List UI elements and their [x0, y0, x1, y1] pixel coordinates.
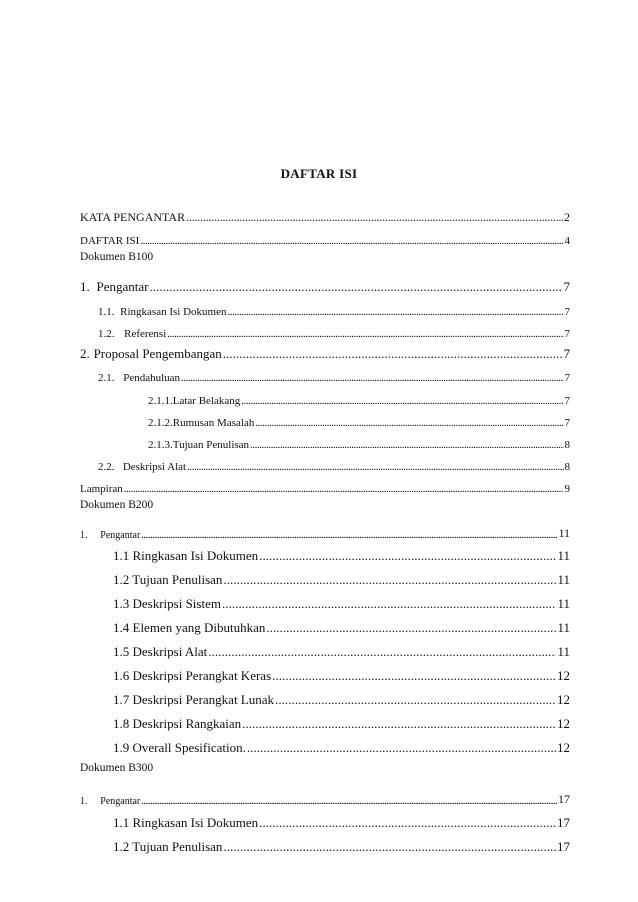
toc-entry[interactable] [148, 429, 570, 451]
toc-entry-label: 1.9 Overall Spesification. [113, 740, 246, 755]
toc-entry[interactable] [98, 362, 570, 384]
toc-entry[interactable] [80, 203, 570, 225]
toc-entry-page: 11 [558, 526, 570, 540]
toc-entry[interactable] [148, 385, 570, 407]
toc-entry[interactable] [80, 340, 570, 362]
toc-entry[interactable] [113, 638, 570, 660]
toc-entry-label: 1.3 Deskripsi Sistem [113, 596, 221, 611]
toc-leader [223, 346, 563, 362]
toc-entry[interactable] [80, 273, 570, 295]
toc-entry-label: 2.1.3.Tujuan Penulisan [148, 439, 250, 451]
toc-entry-page: 8 [564, 439, 570, 451]
toc-entry-number: 2.2. [98, 461, 115, 473]
toc-entry-number: 1. [80, 279, 90, 294]
toc-entry-label: Proposal Pengembangan [93, 346, 222, 361]
toc-entry-page: 7 [564, 395, 570, 407]
toc-entry[interactable] [80, 225, 570, 247]
toc-leader [140, 235, 563, 247]
toc-entry-page: 7 [564, 328, 570, 340]
toc-leader [250, 439, 563, 451]
toc-entry-number: 1. [80, 530, 88, 541]
toc-entry-label: 2.1.1.Latar Belakang [148, 395, 241, 407]
toc-entry-label: Deskripsi Alat [122, 461, 187, 473]
toc-leader [242, 716, 556, 732]
toc-leader [223, 839, 556, 855]
toc-entry-page: 11 [557, 644, 570, 659]
toc-entry-page: 12 [557, 668, 570, 683]
toc-entry-number: 1.2. [98, 328, 115, 340]
toc-leader [181, 372, 563, 384]
toc-leader [272, 668, 556, 684]
toc-leader [255, 417, 563, 429]
toc-entry[interactable] [113, 662, 570, 684]
toc-entry[interactable] [80, 785, 570, 807]
toc-entry-page: 4 [564, 235, 570, 247]
toc-entry-page: 11 [557, 572, 570, 587]
page-title: DAFTAR ISI [280, 166, 358, 181]
toc-leader [259, 815, 556, 831]
toc-entry-number: 2. [80, 346, 90, 361]
toc-entry[interactable] [80, 519, 570, 541]
toc-leader [275, 692, 556, 708]
toc-entry[interactable] [98, 451, 570, 473]
toc-entry[interactable] [80, 473, 570, 495]
toc-entry-label: KATA PENGANTAR [80, 210, 186, 224]
toc-leader [208, 644, 556, 660]
toc-entry[interactable] [113, 542, 570, 564]
toc-leader [124, 483, 564, 495]
toc-entry-label: Pendahuluan [123, 372, 181, 384]
toc-entry-page: 7 [564, 372, 570, 384]
toc-entry[interactable] [113, 566, 570, 588]
toc-entry-page: 12 [557, 716, 570, 731]
toc-entry[interactable] [113, 590, 570, 612]
toc-entry-page: 2 [564, 210, 570, 224]
toc-entry-page: 17 [557, 815, 570, 830]
toc-entry-page: 7 [564, 306, 570, 318]
toc-entry-page: 17 [558, 792, 570, 806]
toc-entry-page: 12 [557, 692, 570, 707]
toc-entry-label: 1.8 Deskripsi Rangkaian [113, 716, 242, 731]
toc-entry[interactable] [148, 407, 570, 429]
toc-leader [167, 328, 563, 340]
toc-leader [241, 395, 563, 407]
section-heading-b300: Dokumen B300 [80, 762, 154, 774]
toc-entry-label: Pengantar [100, 796, 141, 807]
toc-entry-label: DAFTAR ISI [80, 235, 140, 247]
toc-entry[interactable] [113, 809, 570, 831]
toc-entry-label: 1.2 Tujuan Penulisan [113, 572, 223, 587]
toc-entry[interactable] [113, 734, 570, 756]
toc-entry-label: 1.5 Deskripsi Alat [113, 644, 208, 659]
toc-entry-label: Lampiran [80, 483, 123, 495]
section-heading-b100: Dokumen B100 [80, 251, 154, 263]
toc-entry-page: 7 [563, 346, 570, 361]
toc-leader [223, 572, 556, 588]
toc-entry-page: 11 [557, 596, 570, 611]
toc-entry[interactable] [113, 710, 570, 732]
toc-entry-page: 12 [557, 740, 570, 755]
toc-entry-label: 1.2 Tujuan Penulisan [113, 839, 223, 854]
section-heading-b200: Dokumen B200 [80, 499, 154, 511]
toc-entry-number: 1.1. [98, 306, 115, 318]
toc-entry-label: Pengantar [100, 530, 141, 541]
toc-leader [149, 279, 562, 295]
toc-leader [186, 210, 563, 225]
toc-entry-label: 1.4 Elemen yang Dibutuhkan [113, 620, 266, 635]
toc-entry[interactable] [98, 296, 570, 318]
toc-leader [141, 530, 557, 541]
toc-entry-label: 1.6 Deskripsi Perangkat Keras [113, 668, 272, 683]
toc-entry[interactable] [113, 833, 570, 855]
toc-leader [259, 548, 556, 564]
toc-entry-page: 7 [563, 279, 570, 294]
toc-entry-number: 2.1. [98, 372, 115, 384]
toc-entry-page: 11 [557, 620, 570, 635]
toc-entry-page: 11 [557, 548, 570, 563]
toc-entry-label: Pengantar [96, 279, 149, 294]
toc-entry-number: 1. [80, 796, 88, 807]
toc-leader [222, 596, 556, 612]
toc-entry[interactable] [113, 686, 570, 708]
toc-leader [141, 796, 557, 807]
toc-entry-label: 1.7 Deskripsi Perangkat Lunak [113, 692, 275, 707]
toc-entry-label: 2.1.2.Rumusan Masalah [148, 417, 255, 429]
toc-entry-page: 7 [564, 417, 570, 429]
toc-leader [266, 620, 556, 636]
toc-leader [247, 740, 556, 756]
toc-entry-page: 17 [557, 839, 570, 854]
toc-entry-page: 9 [564, 483, 570, 495]
toc-entry-page: 8 [564, 461, 570, 473]
toc-entry[interactable] [113, 614, 570, 636]
toc-entry-label: Ringkasan Isi Dokumen [120, 306, 227, 318]
toc-entry-label: Referensi [124, 328, 167, 340]
toc-leader [187, 461, 563, 473]
toc-entry[interactable] [98, 318, 570, 340]
toc-leader [227, 306, 563, 318]
toc-entry-label: 1.1 Ringkasan Isi Dokumen [113, 815, 259, 830]
toc-entry-label: 1.1 Ringkasan Isi Dokumen [113, 548, 259, 563]
